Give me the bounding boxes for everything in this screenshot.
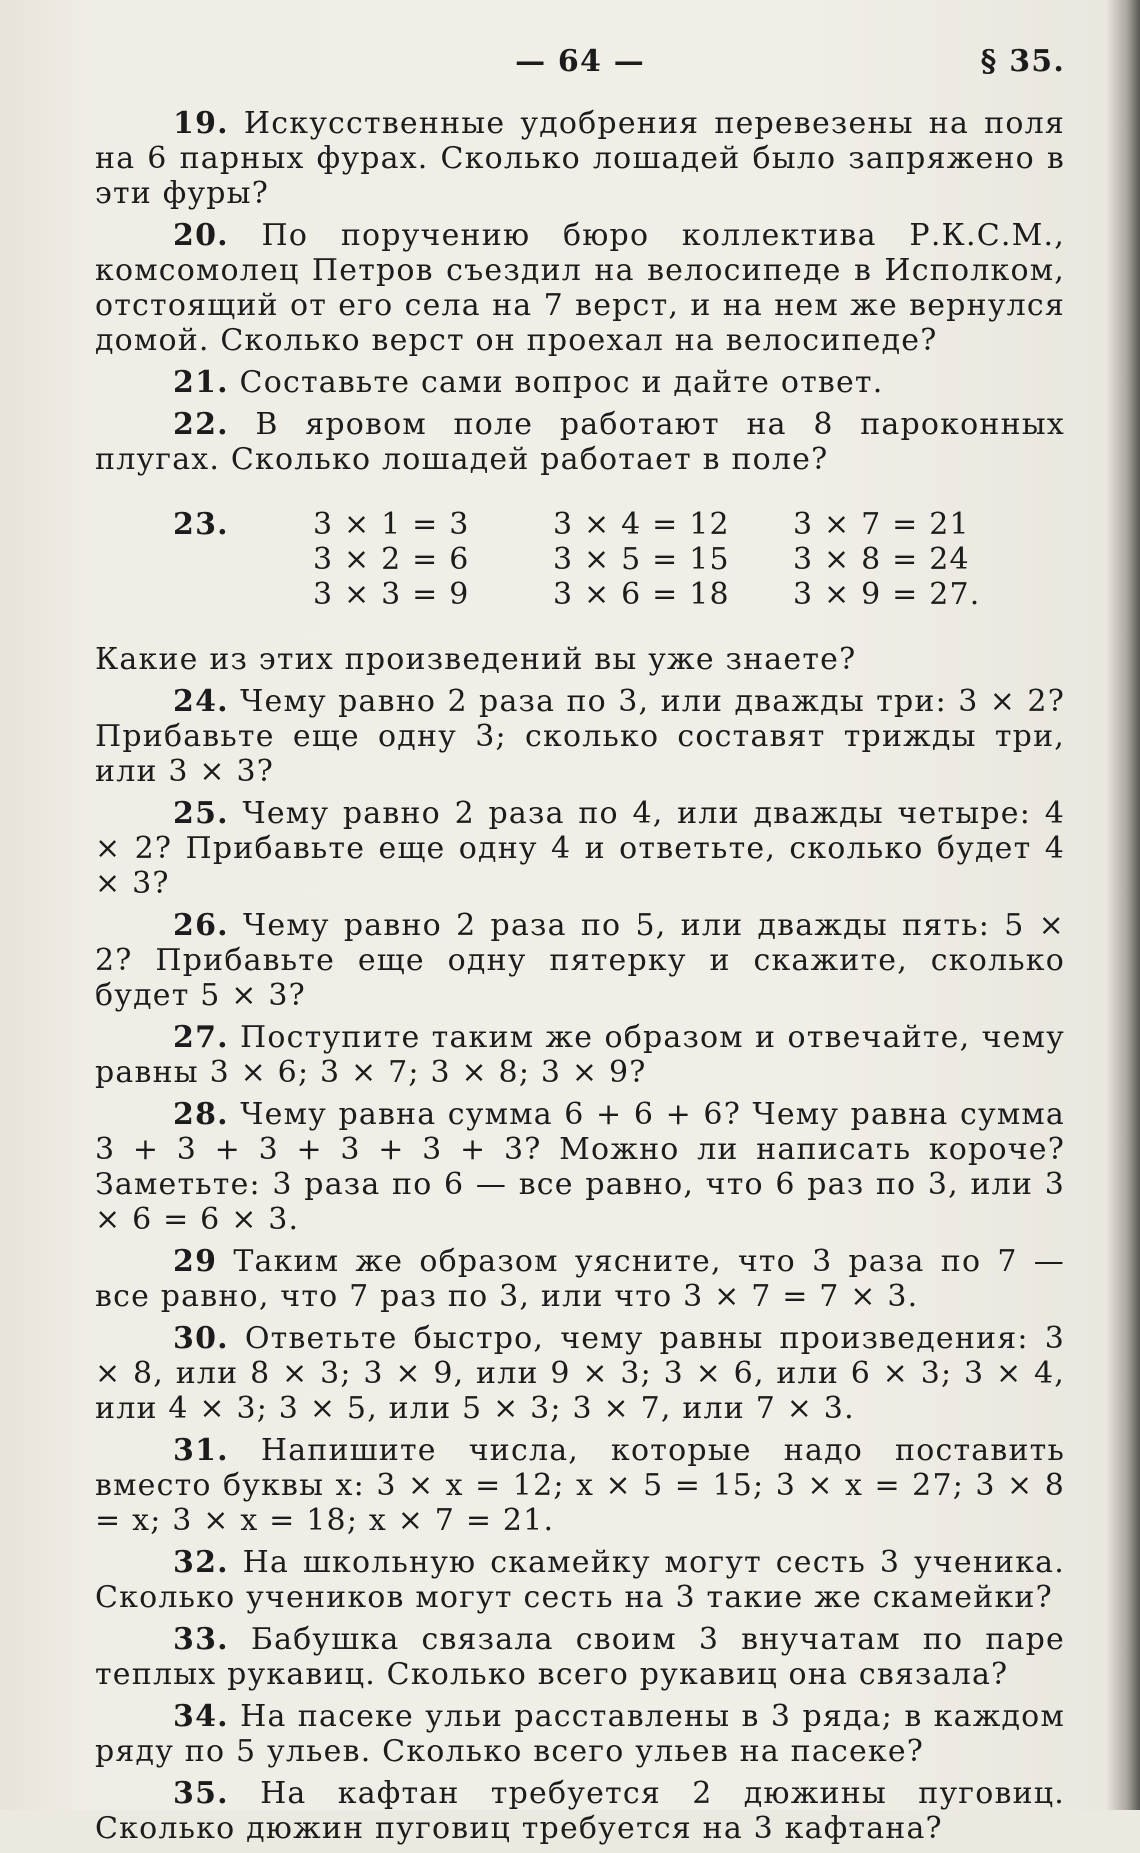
problem-number: 31. (173, 1433, 229, 1468)
problem-text: Чему равно 2 раза по 5, или дважды пять: 5 × 2? Прибавьте еще одну пятерку и скажите, сколько будет 5 × 3? (95, 908, 1065, 1013)
table-cell: 3 × 1 = 3 (313, 507, 470, 542)
problem-text: Напишите числа, которые надо поставить вместо буквы x: 3 × x = 12; x × 5 = 15; 3 × x = 27; 3 × 8 = x; 3 × x = 18; x × 7 = 21. (95, 1433, 1065, 1538)
problem-33 (95, 1622, 1065, 1692)
table-column-2 (553, 507, 793, 612)
problem-text: Поступите таким же образом и отвечайте, чему равны 3 × 6; 3 × 7; 3 × 8; 3 × 9? (95, 1020, 1065, 1090)
problem-19 (95, 106, 1065, 211)
table-cell: 3 × 3 = 9 (313, 577, 470, 612)
problem-number: 25. (173, 796, 229, 831)
table-cell: 3 × 4 = 12 (553, 507, 730, 542)
problem-32 (95, 1545, 1065, 1615)
problem-text: Чему равна сумма 6 + 6 + 6? Чему равна сумма 3 + 3 + 3 + 3 + 3 + 3? Можно ли написать короче? Заметьте: 3 раза по 6 — все равно, что 6 раз по 3, или 3 × 6 = 6 × 3. (95, 1097, 1065, 1237)
problem-text: Бабушка связала своим 3 внучатам по паре теплых рукавиц. Сколько всего рукавиц она связала? (95, 1622, 1065, 1692)
problem-26 (95, 908, 1065, 1013)
problem-number: 33. (173, 1622, 229, 1657)
problem-21 (95, 365, 1065, 400)
problem-number: 30. (173, 1321, 229, 1356)
problem-30 (95, 1321, 1065, 1426)
problem-text: В яровом поле работают на 8 пароконных плугах. Сколько лошадей работает в поле? (95, 407, 1065, 477)
problem-number: 27. (173, 1020, 229, 1055)
problem-text: Чему равно 2 раза по 3, или дважды три: 3 × 2? Прибавьте еще одну 3; сколько составят трижды три, или 3 × 3? (95, 684, 1065, 789)
problem-text: Таким же образом уясните, что 3 раза по 7 — все равно, что 7 раз по 3, или что 3 × 7 = 7 × 3. (95, 1244, 1065, 1314)
problem-31 (95, 1433, 1065, 1538)
problem-text: Чему равно 2 раза по 4, или дважды четыре: 4 × 2? Прибавьте еще одну 4 и ответьте, сколько будет 4 × 3? (95, 796, 1065, 901)
problem-number: 24. (173, 684, 229, 719)
table-cell: 3 × 8 = 24 (793, 542, 970, 577)
problem-number: 23. (173, 507, 229, 542)
table-cell: 3 × 7 = 21 (793, 507, 970, 542)
problem-text: Составьте сами вопрос и дайте ответ. (239, 365, 884, 400)
table-cell: 3 × 6 = 18 (553, 577, 730, 612)
table-cell: 3 × 5 = 15 (553, 542, 730, 577)
problem-35 (95, 1776, 1065, 1846)
problem-text: На школьную скамейку могут сесть 3 ученика. Сколько учеников могут сесть на 3 такие же скамейки? (95, 1545, 1065, 1615)
problem-number: 34. (173, 1699, 229, 1734)
problem-number: 32. (173, 1545, 229, 1580)
spine-shadow (1106, 0, 1140, 1810)
problem-text: Ответьте быстро, чему равны произведения: 3 × 8, или 8 × 3; 3 × 9, или 9 × 3; 3 × 6, или 6 × 3; 3 × 4, или 4 × 3; 3 × 5, или 5 × 3; 3 × 7, или 7 × 3. (95, 1321, 1065, 1426)
problem-24 (95, 684, 1065, 789)
problem-29 (95, 1244, 1065, 1314)
problem-number: 21. (173, 365, 229, 400)
page-content (95, 44, 1065, 1853)
multiplication-table (95, 507, 1065, 612)
problem-text: На кафтан требуется 2 дюжины пуговиц. Сколько дюжин пуговиц требуется на 3 кафтана? (95, 1776, 1065, 1846)
problem-22 (95, 407, 1065, 477)
table-column-3 (793, 507, 1033, 612)
table-question: Какие из этих произведений вы уже знаете? (95, 642, 857, 677)
problem-27 (95, 1020, 1065, 1090)
problem-20 (95, 218, 1065, 358)
problem-number: 26. (173, 908, 229, 943)
problem-text: На пасеке ульи расставлены в 3 ряда; в каждом ряду по 5 ульев. Сколько всего ульев на пасеке? (95, 1699, 1065, 1769)
problem-25 (95, 796, 1065, 901)
problem-number: 20. (173, 218, 229, 253)
table-cell: 3 × 2 = 6 (313, 542, 470, 577)
problem-text: По поручению бюро коллектива Р.К.С.М., комсомолец Петров съездил на велосипеде в Исполком, отстоящий от его села на 7 верст, и на нем же вернулся домой. Сколько верст он проехал на велосипеде? (95, 218, 1065, 358)
problem-number: 19. (173, 106, 229, 141)
problem-number: 28. (173, 1097, 229, 1132)
page-header (95, 44, 1065, 88)
table-column-1 (313, 507, 553, 612)
section-number: § 35. (980, 44, 1065, 79)
problem-number: 29 (173, 1244, 218, 1279)
problem-28 (95, 1097, 1065, 1237)
table-cell: 3 × 9 = 27. (793, 577, 981, 612)
problem-number: 35. (173, 1776, 229, 1811)
problem-number: 22. (173, 407, 229, 442)
page-number: — 64 — (515, 44, 645, 79)
problem-34 (95, 1699, 1065, 1769)
problem-text: Искусственные удобрения перевезены на поля на 6 парных фурах. Сколько лошадей было запряжено в эти фуры? (95, 106, 1065, 211)
